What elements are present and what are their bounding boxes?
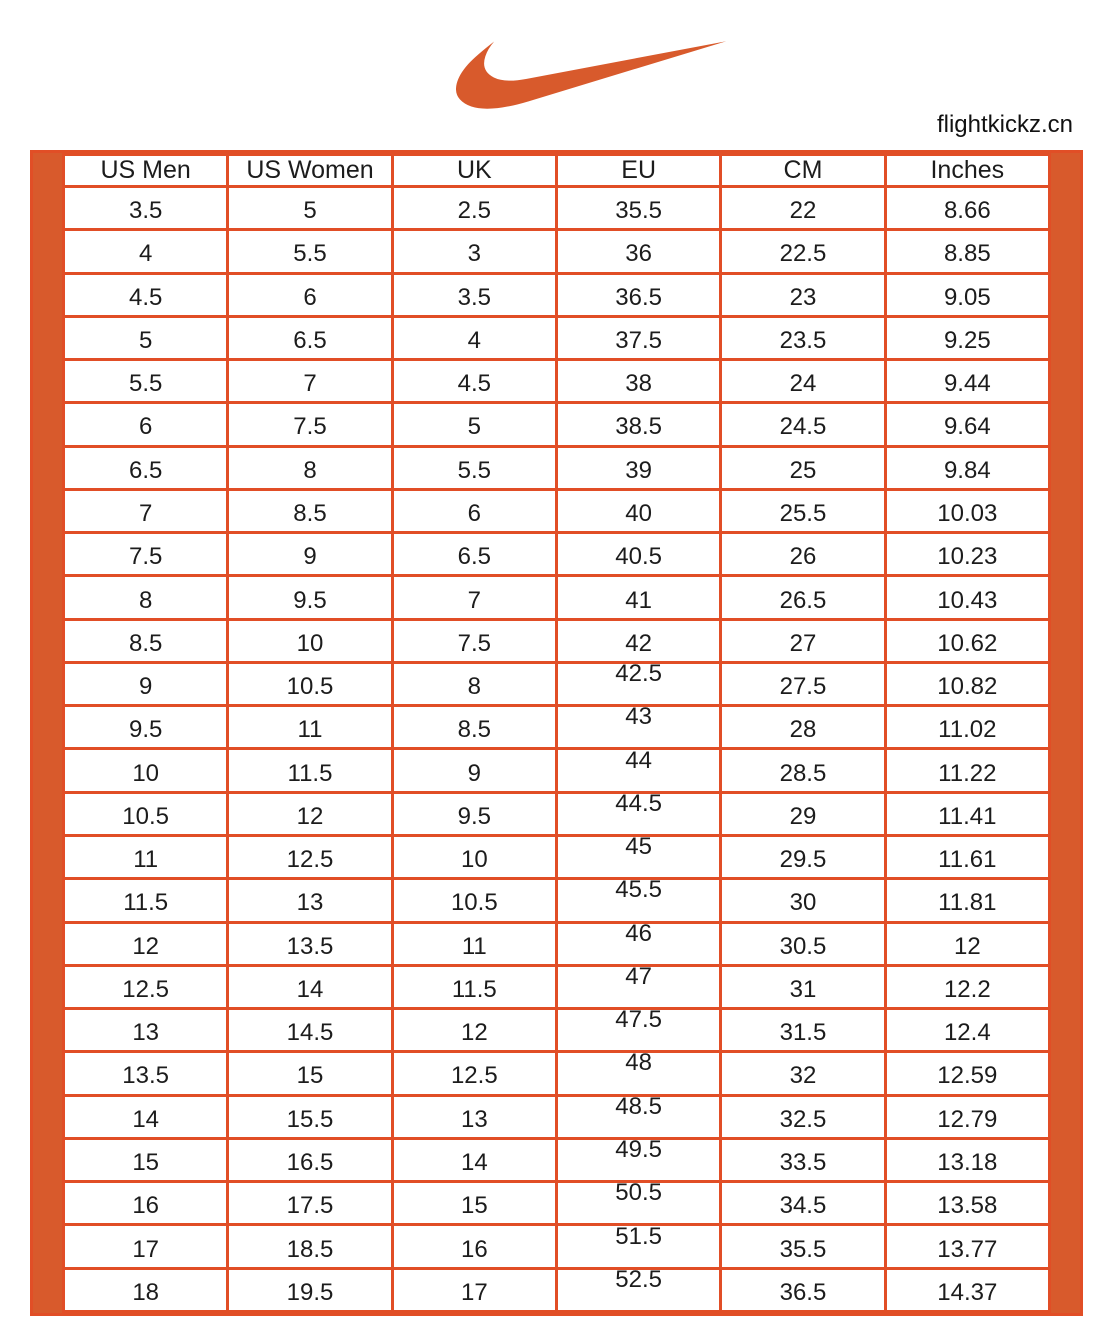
table-cell: 41 [556, 576, 720, 619]
table-cell: 11.5 [392, 965, 556, 1008]
table-cell: 13 [228, 879, 392, 922]
table-cell: 44 [556, 749, 720, 792]
table-cell: 10 [64, 749, 228, 792]
table-cell: 9.44 [885, 360, 1049, 403]
table-cell: 22 [721, 187, 885, 230]
table-row [64, 1268, 1050, 1311]
column-header: CM [721, 155, 885, 187]
table-cell: 3 [392, 230, 556, 273]
table-cell: 7 [392, 576, 556, 619]
table-cell: 8 [228, 446, 392, 489]
table-cell: 36.5 [721, 1268, 885, 1311]
table-cell: 15 [64, 1138, 228, 1181]
size-chart [30, 150, 1083, 1316]
table-cell: 9.64 [885, 403, 1049, 446]
table-cell: 6 [228, 273, 392, 316]
table-cell: 42.5 [556, 662, 720, 705]
table-cell: 15 [392, 1182, 556, 1225]
table-cell: 49.5 [556, 1138, 720, 1181]
table-cell: 13.5 [64, 1052, 228, 1095]
table-cell: 29 [721, 792, 885, 835]
table-cell: 45 [556, 835, 720, 878]
table-cell: 9.05 [885, 273, 1049, 316]
table-cell: 5.5 [392, 446, 556, 489]
table-cell: 30.5 [721, 922, 885, 965]
table-cell: 40.5 [556, 533, 720, 576]
table-cell: 2.5 [392, 187, 556, 230]
table-cell: 23.5 [721, 316, 885, 359]
table-cell: 38 [556, 360, 720, 403]
table-row [64, 273, 1050, 316]
table-cell: 8.5 [64, 619, 228, 662]
nike-swoosh-icon [456, 30, 728, 120]
table-cell: 12.5 [64, 965, 228, 1008]
table-cell: 26 [721, 533, 885, 576]
table-cell: 11 [228, 706, 392, 749]
table-cell: 26.5 [721, 576, 885, 619]
table-cell: 50.5 [556, 1182, 720, 1225]
table-cell: 12 [392, 1009, 556, 1052]
table-cell: 17.5 [228, 1182, 392, 1225]
table-cell: 8.5 [392, 706, 556, 749]
table-cell: 10.23 [885, 533, 1049, 576]
table-cell: 40 [556, 489, 720, 532]
table-cell: 11.22 [885, 749, 1049, 792]
table-cell: 12.2 [885, 965, 1049, 1008]
table-cell: 11.5 [64, 879, 228, 922]
table-cell: 5 [228, 187, 392, 230]
table-cell: 13 [392, 1095, 556, 1138]
table-cell: 14 [64, 1095, 228, 1138]
table-cell: 5.5 [228, 230, 392, 273]
table-cell: 32.5 [721, 1095, 885, 1138]
table-cell: 8 [392, 662, 556, 705]
table-cell: 44.5 [556, 792, 720, 835]
table-cell: 33.5 [721, 1138, 885, 1181]
table-cell: 13.58 [885, 1182, 1049, 1225]
table-row [64, 662, 1050, 705]
table-cell: 9.5 [228, 576, 392, 619]
table-cell: 36 [556, 230, 720, 273]
table-cell: 10.03 [885, 489, 1049, 532]
table-cell: 10 [228, 619, 392, 662]
table-cell: 3.5 [64, 187, 228, 230]
table-cell: 16 [392, 1225, 556, 1268]
table-cell: 6 [392, 489, 556, 532]
table-cell: 30 [721, 879, 885, 922]
table-cell: 13.5 [228, 922, 392, 965]
table-cell: 43 [556, 706, 720, 749]
table-cell: 15.5 [228, 1095, 392, 1138]
table-cell: 28.5 [721, 749, 885, 792]
left-accent-bar [33, 153, 62, 1313]
table-cell: 8 [64, 576, 228, 619]
table-cell: 8.85 [885, 230, 1049, 273]
table-cell: 12.59 [885, 1052, 1049, 1095]
table-cell: 7 [228, 360, 392, 403]
column-header: US Women [228, 155, 392, 187]
table-cell: 12 [228, 792, 392, 835]
table-cell: 14.37 [885, 1268, 1049, 1311]
table-cell: 47.5 [556, 1009, 720, 1052]
table-cell: 46 [556, 922, 720, 965]
table-cell: 18 [64, 1268, 228, 1311]
table-cell: 9 [228, 533, 392, 576]
table-row [64, 835, 1050, 878]
table-cell: 13.18 [885, 1138, 1049, 1181]
table-cell: 31.5 [721, 1009, 885, 1052]
table-row [64, 792, 1050, 835]
table-cell: 13.77 [885, 1225, 1049, 1268]
table-cell: 9.84 [885, 446, 1049, 489]
size-conversion-table [62, 153, 1051, 1313]
table-cell: 10.5 [392, 879, 556, 922]
table-row [64, 187, 1050, 230]
table-cell: 17 [392, 1268, 556, 1311]
table-cell: 3.5 [392, 273, 556, 316]
table-cell: 7 [64, 489, 228, 532]
table-cell: 15 [228, 1052, 392, 1095]
table-cell: 51.5 [556, 1225, 720, 1268]
nike-swoosh-path [456, 41, 726, 109]
table-cell: 9.25 [885, 316, 1049, 359]
table-cell: 13 [64, 1009, 228, 1052]
table-cell: 5.5 [64, 360, 228, 403]
table-row [64, 230, 1050, 273]
table-cell: 11.61 [885, 835, 1049, 878]
table-cell: 10.5 [228, 662, 392, 705]
table-cell: 36.5 [556, 273, 720, 316]
table-row [64, 706, 1050, 749]
table-cell: 52.5 [556, 1268, 720, 1311]
table-row [64, 533, 1050, 576]
table-cell: 12.4 [885, 1009, 1049, 1052]
table-row [64, 965, 1050, 1008]
table-cell: 48 [556, 1052, 720, 1095]
table-cell: 8.5 [228, 489, 392, 532]
table-cell: 14.5 [228, 1009, 392, 1052]
table-cell: 29.5 [721, 835, 885, 878]
table-row [64, 360, 1050, 403]
table-cell: 39 [556, 446, 720, 489]
table-cell: 35.5 [721, 1225, 885, 1268]
table-cell: 6.5 [392, 533, 556, 576]
table-cell: 4 [392, 316, 556, 359]
header-row [64, 155, 1050, 187]
right-accent-bar [1051, 153, 1080, 1313]
table-cell: 16.5 [228, 1138, 392, 1181]
table-row [64, 1182, 1050, 1225]
table-cell: 7.5 [228, 403, 392, 446]
table-cell: 27 [721, 619, 885, 662]
table-row [64, 1138, 1050, 1181]
table-cell: 28 [721, 706, 885, 749]
table-cell: 4.5 [392, 360, 556, 403]
table-cell: 4 [64, 230, 228, 273]
table-row [64, 879, 1050, 922]
table-cell: 32 [721, 1052, 885, 1095]
table-cell: 18.5 [228, 1225, 392, 1268]
table-cell: 16 [64, 1182, 228, 1225]
table-cell: 7.5 [392, 619, 556, 662]
table-row [64, 749, 1050, 792]
table-row [64, 316, 1050, 359]
table-row [64, 1052, 1050, 1095]
table-cell: 10.82 [885, 662, 1049, 705]
table-cell: 23 [721, 273, 885, 316]
table-cell: 8.66 [885, 187, 1049, 230]
table-cell: 35.5 [556, 187, 720, 230]
table-cell: 25 [721, 446, 885, 489]
table-cell: 34.5 [721, 1182, 885, 1225]
table-row [64, 489, 1050, 532]
table-cell: 10.62 [885, 619, 1049, 662]
table-cell: 42 [556, 619, 720, 662]
table-cell: 12.5 [392, 1052, 556, 1095]
table-cell: 48.5 [556, 1095, 720, 1138]
table-cell: 12.5 [228, 835, 392, 878]
table-cell: 11 [392, 922, 556, 965]
table-cell: 27.5 [721, 662, 885, 705]
table-cell: 5 [64, 316, 228, 359]
table-cell: 6.5 [64, 446, 228, 489]
column-header: US Men [64, 155, 228, 187]
table-row [64, 619, 1050, 662]
table-cell: 9 [64, 662, 228, 705]
column-header: EU [556, 155, 720, 187]
table-cell: 38.5 [556, 403, 720, 446]
table-cell: 12 [64, 922, 228, 965]
table-cell: 14 [228, 965, 392, 1008]
table-cell: 5 [392, 403, 556, 446]
table-cell: 45.5 [556, 879, 720, 922]
table-row [64, 576, 1050, 619]
column-header: Inches [885, 155, 1049, 187]
table-cell: 22.5 [721, 230, 885, 273]
table-cell: 9.5 [64, 706, 228, 749]
table-cell: 12 [885, 922, 1049, 965]
table-cell: 7.5 [64, 533, 228, 576]
table-row [64, 403, 1050, 446]
table-cell: 24 [721, 360, 885, 403]
table-cell: 11.41 [885, 792, 1049, 835]
table-cell: 10 [392, 835, 556, 878]
table-cell: 9 [392, 749, 556, 792]
table-cell: 11 [64, 835, 228, 878]
table-cell: 24.5 [721, 403, 885, 446]
table-cell: 11.81 [885, 879, 1049, 922]
table-row [64, 1095, 1050, 1138]
column-header: UK [392, 155, 556, 187]
table-row [64, 446, 1050, 489]
table-cell: 10.5 [64, 792, 228, 835]
table-row [64, 1009, 1050, 1052]
table-cell: 37.5 [556, 316, 720, 359]
table-cell: 6 [64, 403, 228, 446]
site-name: flightkickz.cn [936, 111, 1073, 138]
table-cell: 11.02 [885, 706, 1049, 749]
table-cell: 11.5 [228, 749, 392, 792]
table-row [64, 1225, 1050, 1268]
table-cell: 25.5 [721, 489, 885, 532]
table-cell: 4.5 [64, 273, 228, 316]
table-cell: 9.5 [392, 792, 556, 835]
table-cell: 10.43 [885, 576, 1049, 619]
table-row [64, 922, 1050, 965]
table-cell: 6.5 [228, 316, 392, 359]
table-cell: 19.5 [228, 1268, 392, 1311]
table-cell: 47 [556, 965, 720, 1008]
table-cell: 14 [392, 1138, 556, 1181]
table-cell: 12.79 [885, 1095, 1049, 1138]
table-cell: 31 [721, 965, 885, 1008]
table-cell: 17 [64, 1225, 228, 1268]
